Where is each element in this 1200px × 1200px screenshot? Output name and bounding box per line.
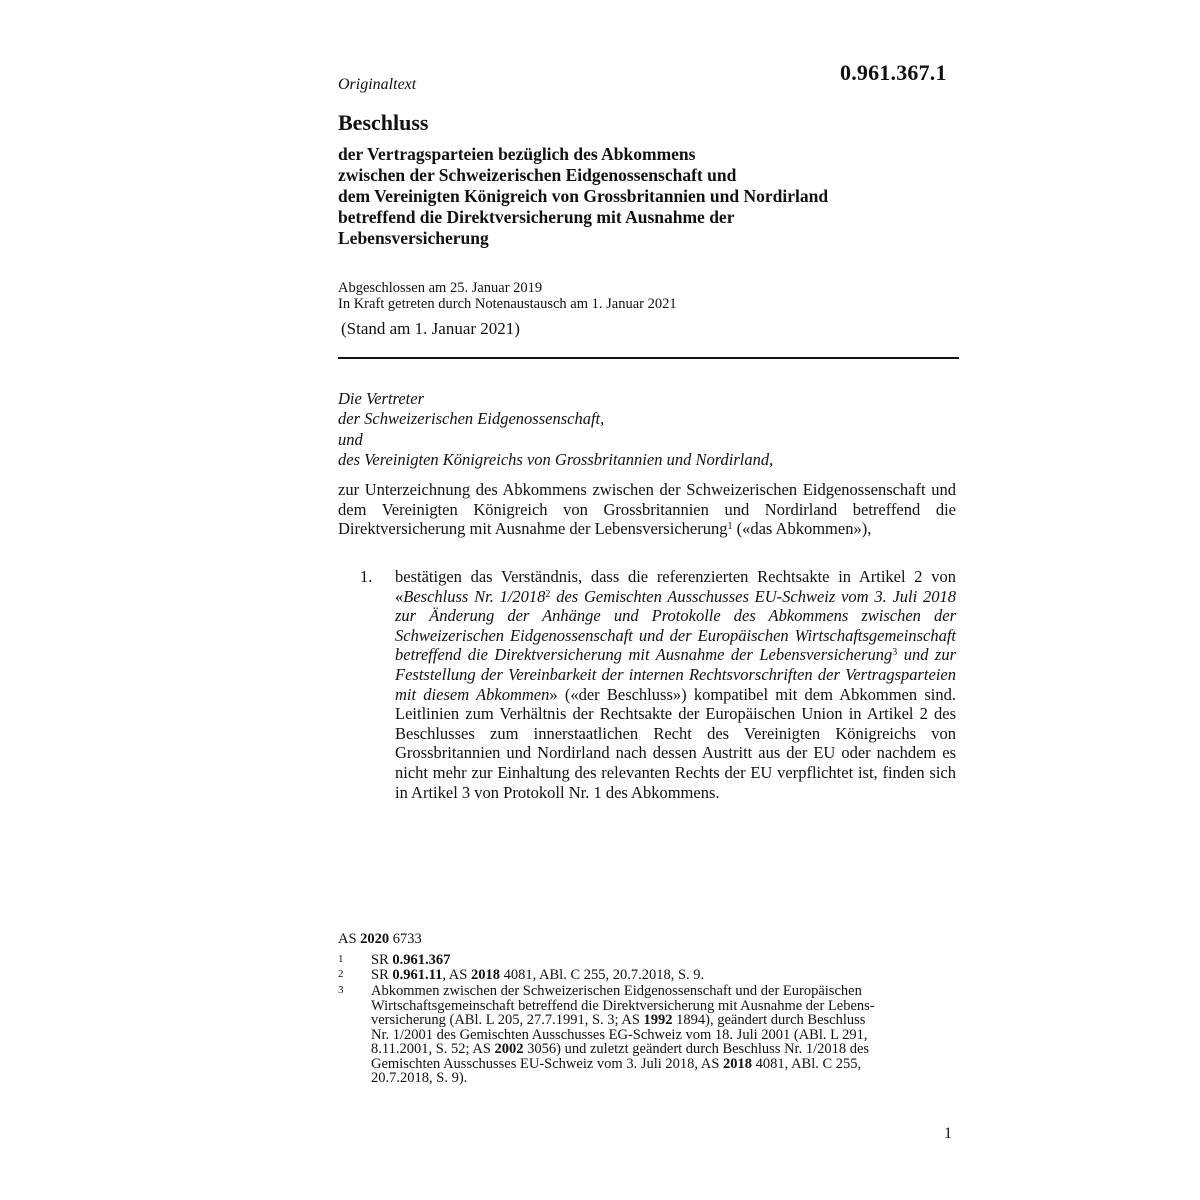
footnote-ref-2[interactable]: 2	[545, 588, 551, 600]
item-number: 1.	[360, 567, 373, 586]
footnote-number: 3	[338, 984, 344, 996]
intro-line: des Vereinigten Königreichs von Grossbritannien und Nordirland,	[338, 449, 774, 469]
preamble-paragraph	[338, 480, 956, 539]
intro-line: und	[338, 429, 363, 449]
sr-number: 0.961.367.1	[840, 60, 947, 85]
intro-line: der Schweizerischen Eidgenossenschaft,	[338, 409, 605, 429]
footnote-text: SR 0.961.367	[371, 952, 451, 968]
subtitle-line: betreffend die Direktversicherung mit Ausnahme der	[338, 207, 735, 227]
date-block	[338, 280, 677, 312]
status-date: (Stand am 1. Januar 2021)	[341, 319, 520, 338]
footnote-number: 1	[338, 953, 344, 965]
item-body: bestätigen das Verständnis, dass die referenzierten Rechtsakte in Artikel 2 von «Beschluss Nr. 1/2018$^2$ des Gemischten Ausschusses EU-Schweiz vom 3. Juli 2018 zur Änderung der Anhänge und Protokolle des Abkommens zwischen der Schweizerischen Eidgenossenschaft und der Europäischen Wirtschaftsgemeinschaft betreffend die Direktversicherung mit Ausnahme der Lebensversicherung$^3$ und zur Feststellung der Vereinbarkeit der internen Rechtsvorschriften der Vertragsparteien mit diesem Abkommen» («der Beschluss») kompatibel mit dem Abkommen sind. Leitlinien zum Verhältnis der Rechtsakte der Europäischen Union in Artikel 2 des Beschlusses zum innerstaatlichen Recht des Vereinigten Königreichs von Grossbritannien und Nordirland nach dessen Austritt aus der EU oder nachdem es nicht mehr zur Einhaltung des relevanten Rechts der EU verpflichtet ist, finden sich in Artikel 3 von Protokoll Nr. 1 des Abkommens.	[395, 567, 956, 802]
decision-title: Beschluss Nr. 1/2018	[403, 586, 546, 606]
horizontal-rule	[338, 357, 959, 359]
subtitle-line: Lebensversicherung	[338, 228, 489, 248]
preamble-text-end: («das Abkommen»),	[732, 519, 872, 538]
intro-line: Die Vertreter	[338, 389, 424, 408]
original-text-label: Originaltext	[338, 76, 417, 93]
in-force-date: In Kraft getreten durch Notenaustausch am 1. Januar 2021	[338, 296, 677, 312]
concluded-date: Abgeschlossen am 25. Januar 2019	[338, 280, 543, 296]
footnote-ref-3[interactable]: 3	[892, 647, 898, 659]
representatives-intro	[338, 389, 773, 470]
page-number: 1	[944, 1125, 952, 1142]
footnote-ref-1[interactable]: 1	[727, 521, 733, 532]
footnote-number: 2	[338, 968, 344, 980]
preamble-text: zur Unterzeichnung des Abkommens zwischen der Schweizerischen Eidgenossenschaft und dem Vereinigten Königreich von Grossbritannien und Nordirland betreffend die Direktversicherung mit Ausnahme der Lebensversicherung	[338, 480, 956, 538]
footnote-text: Abkommen zwischen der Schweizerischen Eidgenossenschaft und der Europäischen Wirtschaftsgemeinschaft betreffend die Direktversicherung mit Ausnahme der Lebens- versicherung (ABl. L 205, 27.7.1991, S. 3; AS 1992 1894), geändert durch Beschluss Nr. 1/2001 des Gemischten Ausschusses EG-Schweiz vom 18. Juli 2001 (ABl. L 291, 8.11.2001, S. 52; AS 2002 3056) und zuletzt geändert durch Beschluss Nr. 1/2018 des Gemischten Ausschusses EU-Schweiz vom 3. Juli 2018, AS 2018 4081, ABl. C 255, 20.7.2018, S. 9).	[371, 983, 875, 1086]
footnote-text: SR 0.961.11, AS 2018 4081, ABl. C 255, 20.7.2018, S. 9.	[371, 967, 705, 983]
subtitle-line: der Vertragsparteien bezüglich des Abkommens	[338, 144, 696, 164]
subtitle-line: zwischen der Schweizerischen Eidgenossenschaft und	[338, 165, 737, 185]
as-reference: AS 2020 6733	[338, 931, 422, 947]
document-title: Beschluss	[338, 110, 429, 135]
document-subtitle	[338, 144, 958, 249]
subtitle-line: dem Vereinigten Königreich von Grossbritannien und Nordirland	[338, 186, 829, 206]
